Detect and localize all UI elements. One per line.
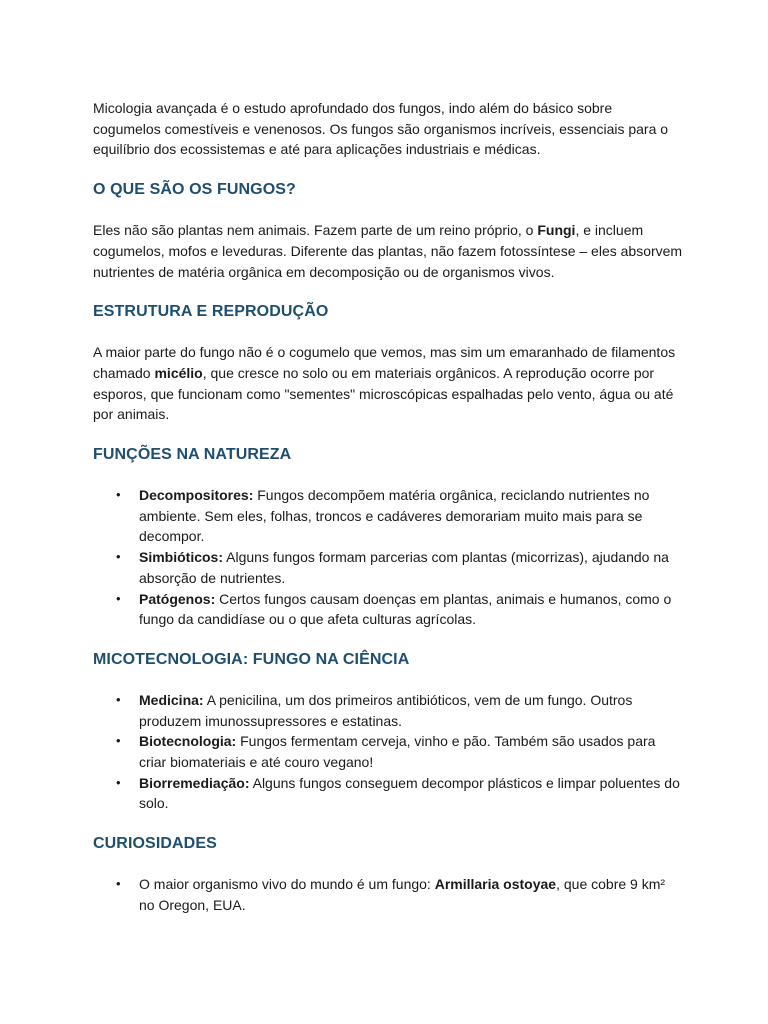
- bullet-icon: •: [116, 876, 121, 892]
- text-segment: , e incluem cogumelos, mofos e leveduras. Diferente das plantas, não fazem fotossíntese – eles absorvem nutrientes de matéria orgânica em decomposição ou de organismos vivos.: [93, 222, 683, 280]
- heading-functions-nature: FUNÇÕES NA NATUREZA: [93, 446, 292, 464]
- document-page: [93, 98, 683, 916]
- list-item: [116, 690, 683, 731]
- list-item: [116, 874, 683, 915]
- list-item-term: Medicina:: [139, 691, 204, 708]
- list-item: [116, 773, 683, 814]
- paragraph-what-are-fungi: [93, 220, 683, 282]
- bullet-icon: •: [116, 590, 121, 606]
- bullet-icon: •: [116, 691, 121, 707]
- list-item-text: O maior organismo vivo do mundo é um fungo:: [139, 876, 435, 893]
- bold-term-fungi: Fungi: [537, 222, 576, 239]
- heading-what-are-fungi: O QUE SÃO OS FUNGOS?: [93, 181, 296, 199]
- list-item-text: , que cobre 9 km² no Oregon, EUA.: [139, 876, 666, 913]
- text-segment: Eles não são plantas nem animais. Fazem parte de um reino próprio, o: [93, 222, 538, 239]
- list-item: [116, 731, 683, 772]
- list-item: [116, 589, 683, 630]
- list-item-term: Simbióticos:: [139, 549, 224, 566]
- heading-micotechnology: MICOTECNOLOGIA: FUNGO NA CIÊNCIA: [93, 650, 410, 668]
- list-item-text: Fungos decompõem matéria orgânica, reciclando nutrientes no ambiente. Sem eles, folhas, troncos e cadáveres demorariam muito mais para se decompor.: [139, 487, 650, 545]
- list-item-term: Armillaria ostoyae: [434, 876, 557, 893]
- bullet-icon: •: [116, 487, 121, 503]
- heading-structure-reproduction: ESTRUTURA E REPRODUÇÃO: [93, 303, 329, 321]
- bullet-icon: •: [116, 733, 121, 749]
- intro-paragraph: Micologia avançada é o estudo aprofundado dos fungos, indo além do básico sobre cogumelos comestíveis e venenosos. Os fungos são organismos incríveis, essenciais para o equilíbrio dos ecossistemas e até para aplicações industriais e médicas.: [93, 100, 669, 158]
- list-item-term: Patógenos:: [139, 590, 216, 607]
- heading-curiosities: CURIOSIDADES: [93, 835, 217, 853]
- text-segment: , que cresce no solo ou em materiais orgânicos. A reprodução ocorre por esporos, que funcionam como "sementes" microscópicas espalhadas pelo vento, água ou até por animais.: [93, 364, 674, 423]
- list-curiosities: [93, 874, 683, 915]
- list-functions: [93, 485, 683, 630]
- list-micotechnology: [93, 690, 683, 814]
- list-item-text: Fungos fermentam cerveja, vinho e pão. Também são usados para criar biomateriais e até couro vegano!: [139, 733, 656, 771]
- bullet-icon: •: [116, 549, 121, 565]
- list-item-term: Biotecnologia:: [139, 733, 237, 750]
- list-item-text: Alguns fungos conseguem decompor plásticos e limpar poluentes do solo.: [139, 774, 680, 812]
- list-item-term: Decompositores:: [139, 487, 254, 504]
- list-item: [116, 547, 683, 588]
- bullet-icon: •: [116, 774, 121, 790]
- list-item: [116, 485, 683, 547]
- bold-term-micelio: micélio: [154, 364, 203, 381]
- text-segment: A maior parte do fungo não é o cogumelo que vemos, mas sim um emaranhado de filamentos chamado: [93, 344, 676, 381]
- list-item-text: A penicilina, um dos primeiros antibióticos, vem de um fungo. Outros produzem imunossupressores e estatinas.: [139, 691, 633, 729]
- list-item-term: Biorremediação:: [139, 774, 250, 791]
- list-item-text: Alguns fungos formam parcerias com plantas (micorrizas), ajudando na absorção de nutrientes.: [139, 549, 669, 586]
- paragraph-structure-reproduction: [93, 342, 683, 425]
- list-item-text: Certos fungos causam doenças em plantas, animais e humanos, como o fungo da candidíase ou o que afeta culturas agrícolas.: [139, 590, 672, 628]
